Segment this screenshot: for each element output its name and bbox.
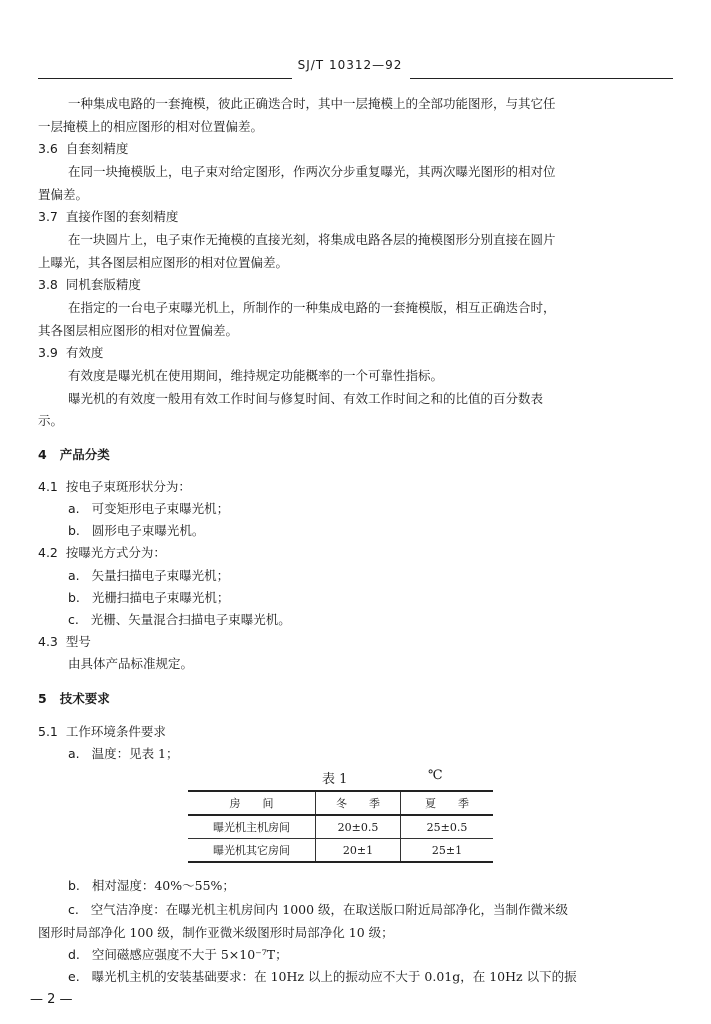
body-text: 在一块圆片上，电子束作无掩模的直接光刻，将集成电路各层的掩模图形分别直接在圆片 [68, 232, 556, 247]
body-text: 上曝光，其各图层相应图形的相对位置偏差。 [38, 255, 289, 270]
section-number: 5 [38, 691, 47, 706]
list-marker: a. [68, 501, 80, 516]
section-heading-4-3 [38, 634, 91, 650]
body-text: 在指定的一台电子束曝光机上，所制作的一种集成电路的一套掩模版，相互正确迭合时， [68, 300, 556, 315]
list-item [68, 969, 577, 985]
table-header-cell: 房 间 [188, 791, 316, 815]
list-marker: c. [68, 902, 79, 917]
body-text: 在同一块掩模版上，电子束对给定图形，作两次分步重复曝光，其两次曝光图形的相对位 [68, 164, 556, 179]
list-marker: c. [68, 612, 79, 627]
list-marker: b. [68, 590, 80, 605]
body-text: 一种集成电路的一套掩模，彼此正确迭合时，其中一层掩模上的全部功能图形，与其它任 [68, 96, 556, 111]
section-number: 4 [38, 447, 47, 462]
table-row [188, 839, 493, 863]
list-marker: d. [68, 947, 80, 962]
list-text: 光栅、矢量混合扫描电子束曝光机。 [90, 612, 291, 627]
section-title: 产品分类 [59, 447, 110, 462]
header-rule-left [38, 78, 292, 79]
section-number: 3.8 [38, 277, 58, 292]
list-item [68, 612, 291, 628]
section-heading-3-9 [38, 345, 103, 361]
list-text: 可变矩形电子束曝光机； [91, 501, 230, 516]
list-text: 矢量扫描电子束曝光机； [91, 568, 230, 583]
section-number: 3.9 [38, 345, 58, 360]
list-item [68, 746, 179, 762]
section-heading-5-1 [38, 724, 166, 740]
list-marker: b. [68, 878, 80, 893]
section-heading-4-2 [38, 545, 166, 561]
body-text: 其各图层相应图形的相对位置偏差。 [38, 323, 239, 338]
table-header-cell: 夏 季 [401, 791, 494, 815]
section-heading-4-1 [38, 479, 191, 495]
section-heading-3-6 [38, 141, 128, 157]
list-item [68, 878, 235, 894]
table-cell: 曝光机其它房间 [188, 839, 316, 863]
list-marker: e. [68, 969, 80, 984]
section-number: 3.7 [38, 209, 58, 224]
body-text: 图形时局部净化 100 级，制作亚微米级图形时局部净化 10 级； [38, 925, 394, 940]
section-number: 4.3 [38, 634, 58, 649]
table-cell: 20±1 [316, 839, 401, 863]
section-number: 5.1 [38, 724, 58, 739]
section-heading-4 [38, 447, 110, 463]
table-cell: 20±0.5 [316, 815, 401, 839]
section-heading-3-8 [38, 277, 141, 293]
section-number: 4.1 [38, 479, 58, 494]
header-rule-right [410, 78, 673, 79]
body-text: 有效度是曝光机在使用期间，维持规定功能概率的一个可靠性指标。 [68, 368, 444, 383]
body-text: 由具体产品标准规定。 [68, 656, 194, 671]
list-item [68, 568, 229, 584]
section-title: 同机套版精度 [65, 277, 141, 292]
list-text: 相对湿度：40%～55%； [91, 878, 235, 893]
table-header-row [188, 791, 493, 815]
list-item [68, 501, 229, 517]
section-number: 4.2 [38, 545, 58, 560]
table-cell: 25±0.5 [401, 815, 494, 839]
list-item [68, 902, 568, 918]
section-title: 工作环境条件要求 [65, 724, 166, 739]
table-cell: 曝光机主机房间 [188, 815, 316, 839]
body-text: 一层掩模上的相应图形的相对位置偏差。 [38, 119, 264, 134]
list-text: 空气洁净度：在曝光机主机房间内 1000 级，在取送版口附近局部净化，当制作微米级 [90, 902, 569, 917]
list-text: 空间磁感应强度不大于 5×10⁻⁷T； [91, 947, 288, 962]
table-unit: ℃ [428, 768, 443, 783]
document-code: SJ/T 10312—92 [297, 58, 403, 72]
body-text: 置偏差。 [38, 187, 89, 202]
table-cell: 25±1 [401, 839, 494, 863]
list-text: 温度：见表 1； [91, 746, 179, 761]
body-text: 曝光机的有效度一般用有效工作时间与修复时间、有效工作时间之和的比值的百分数表 [68, 391, 544, 406]
section-heading-3-7 [38, 209, 178, 225]
section-heading-5 [38, 691, 110, 707]
table-header-cell: 冬 季 [316, 791, 401, 815]
table-title: 表 1 [322, 772, 348, 787]
body-text: 示。 [38, 413, 64, 428]
list-text: 曝光机主机的安装基础要求：在 10Hz 以上的振动应不大于 0.01g，在 10Hz 以下的振 [91, 969, 577, 984]
list-text: 光栅扫描电子束曝光机； [91, 590, 230, 605]
list-marker: a. [68, 746, 80, 761]
temperature-table [188, 790, 493, 863]
section-title: 有效度 [65, 345, 104, 360]
list-item [68, 590, 229, 606]
list-item [68, 947, 288, 963]
section-title: 技术要求 [59, 691, 110, 706]
list-marker: a. [68, 568, 80, 583]
section-title: 自套刻精度 [65, 141, 129, 156]
section-title: 按曝光方式分为： [65, 545, 166, 560]
section-title: 直接作图的套刻精度 [65, 209, 179, 224]
section-number: 3.6 [38, 141, 58, 156]
list-marker: b. [68, 523, 80, 538]
table-row [188, 815, 493, 839]
section-title: 按电子束斑形状分为： [65, 479, 191, 494]
list-text: 圆形电子束曝光机。 [91, 523, 205, 538]
page-number: — 2 — [30, 992, 73, 1007]
section-title: 型号 [65, 634, 91, 649]
list-item [68, 523, 204, 539]
